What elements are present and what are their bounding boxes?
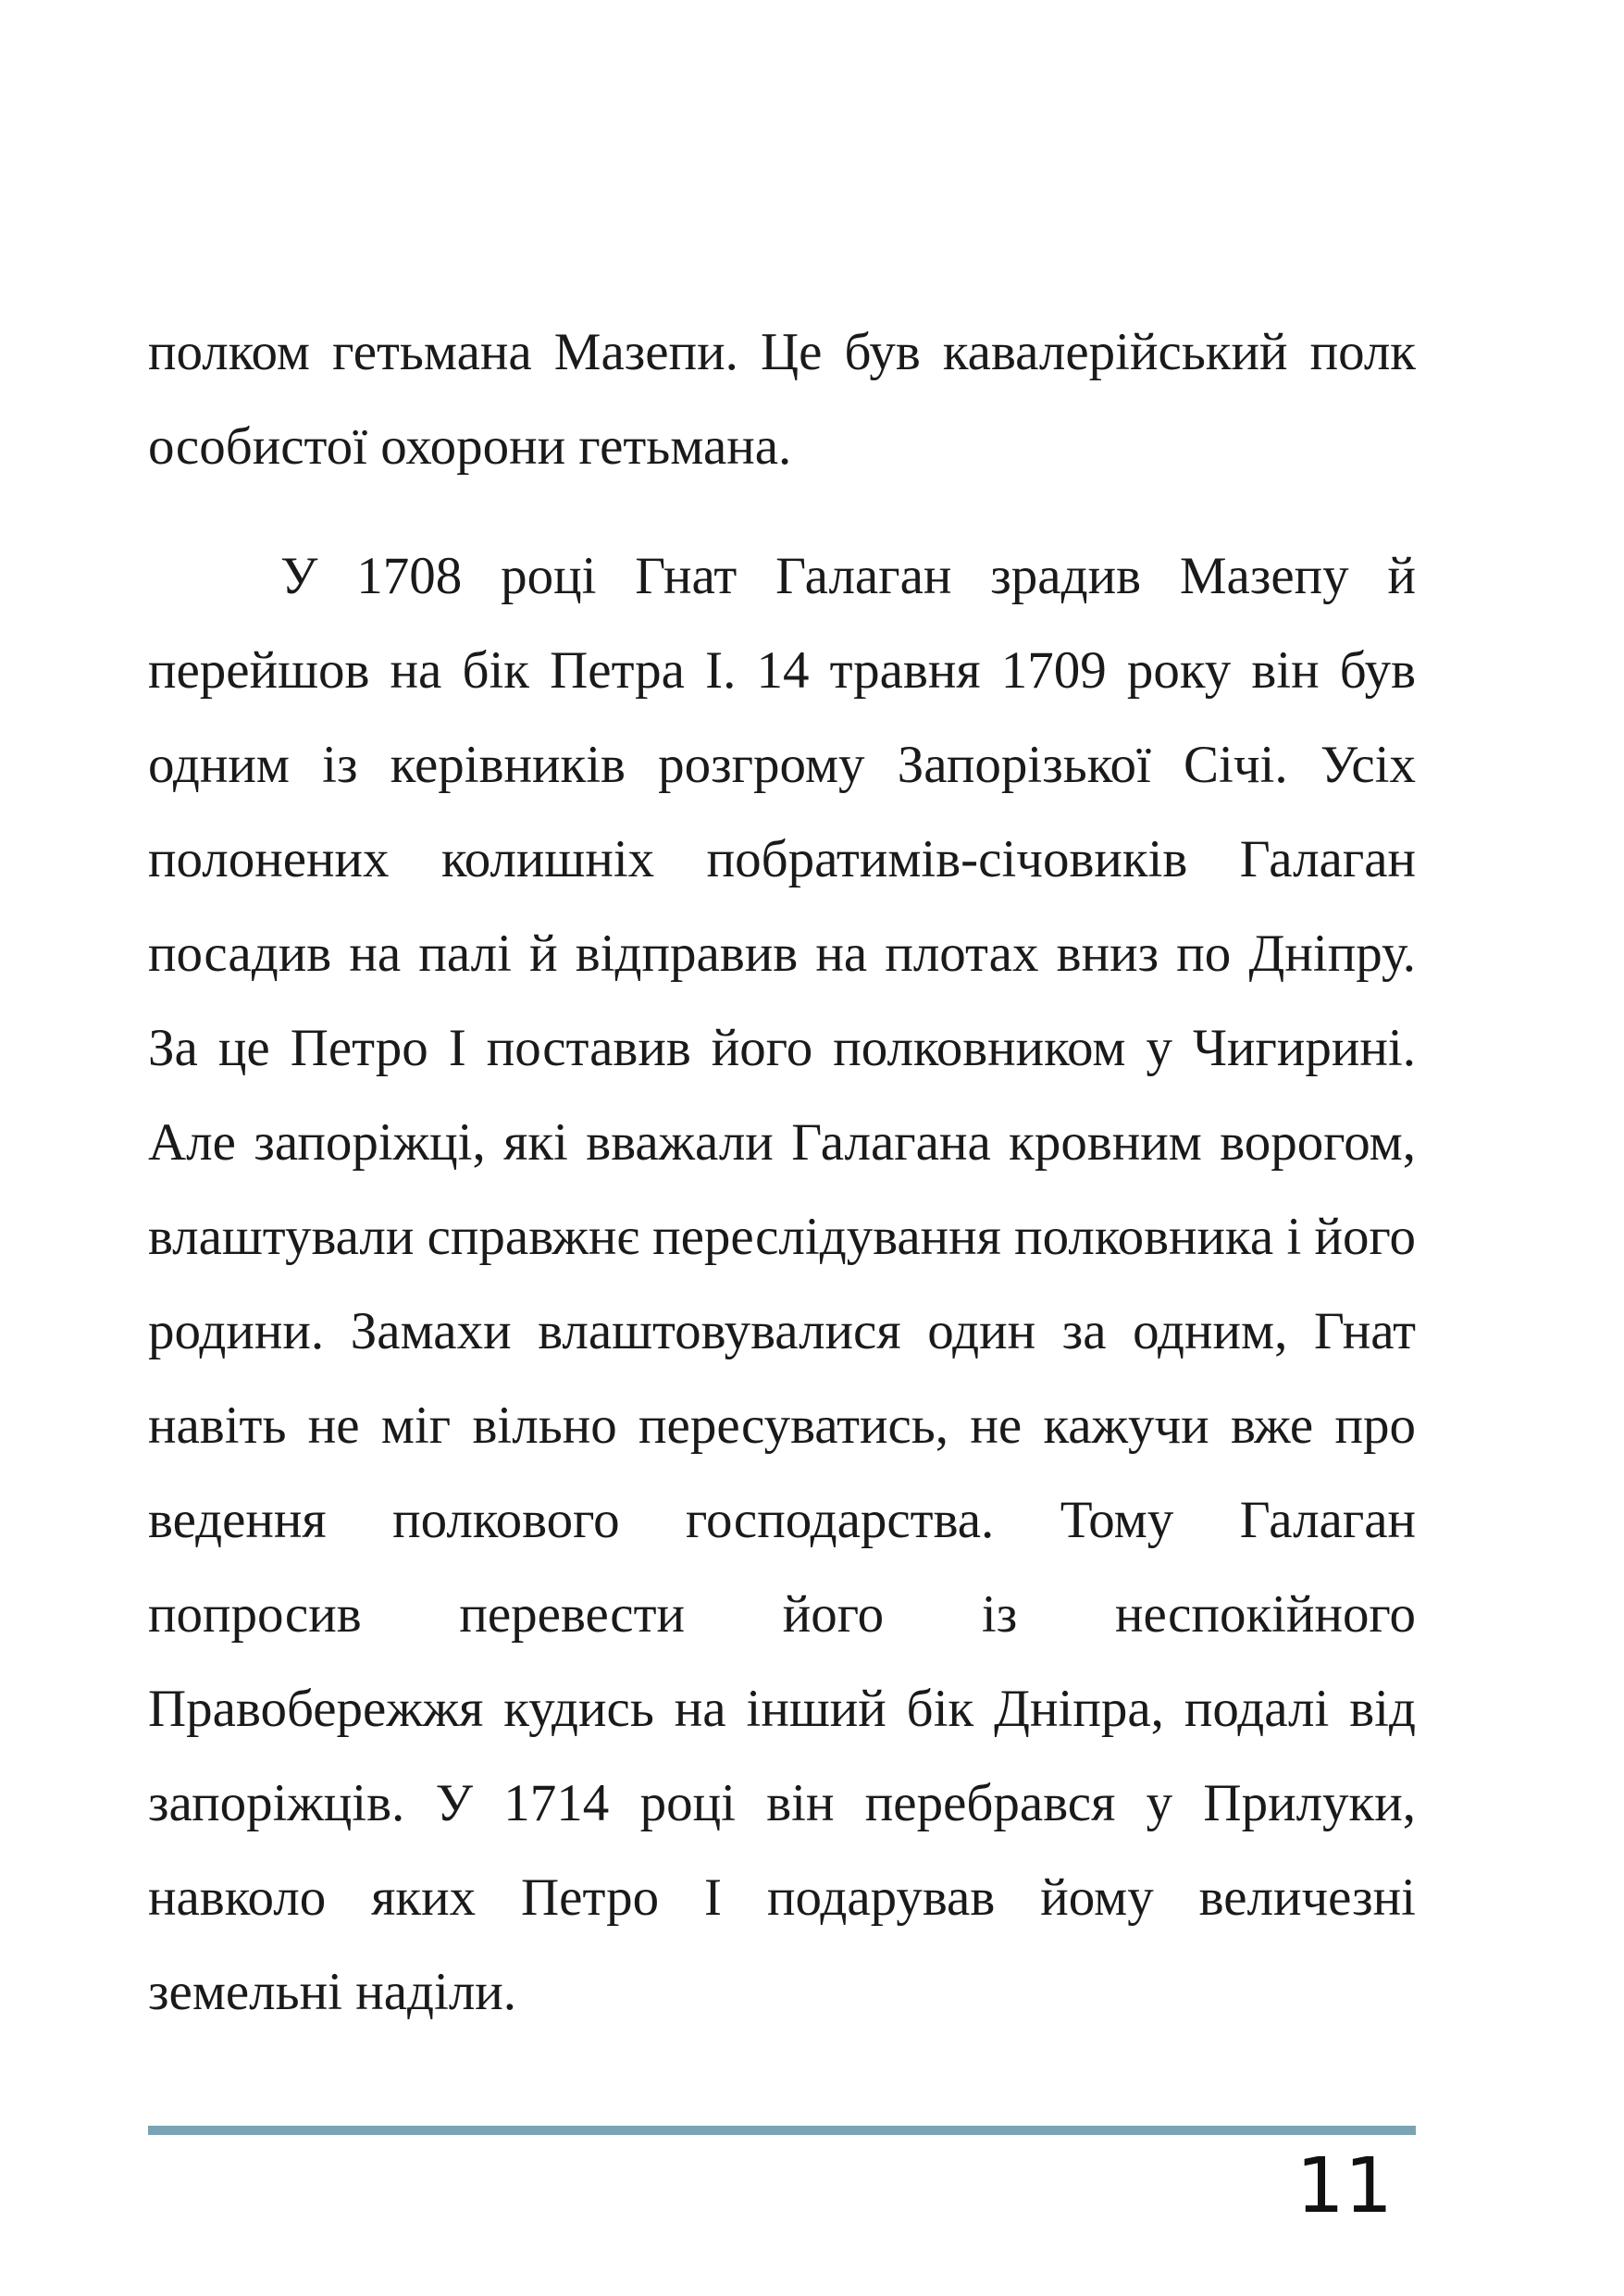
body-text bbox=[148, 305, 1416, 2040]
paragraph-continuation: полком гетьмана Мазепи. Це був кавалерійський полк особистої охорони гетьмана. bbox=[148, 323, 1416, 476]
page-number: 11 bbox=[1295, 2142, 1393, 2230]
footer-divider bbox=[148, 2126, 1416, 2135]
paragraph-main: У 1708 році Гнат Галаган зрадив Мазепу й перейшов на бік Петра І. 14 травня 1709 року він був одним із керівників розгрому Запорізької Січі. Усіх полонених колишніх побратимів-січовиків Галаган посадив на палі й відправив на плотах вниз по Дніпру. За це Петро І поставив його полковником у Чигирині. Але запоріжці, які вважали Галагана кровним ворогом, влаштували справжнє переслідування полковника і його родини. Замахи влаштовувалися один за одним, Гнат навіть не міг вільно пересуватись, не кажучи вже про ведення полкового господарства. Тому Галаган попросив перевести його із неспокійного Правобережжя кудись на інший бік Дніпра, подалі від запоріжців. У 1714 році він перебрався у Прилуки, навколо яких Петро І подарував йому величезні земельні наділи. bbox=[148, 547, 1416, 2021]
